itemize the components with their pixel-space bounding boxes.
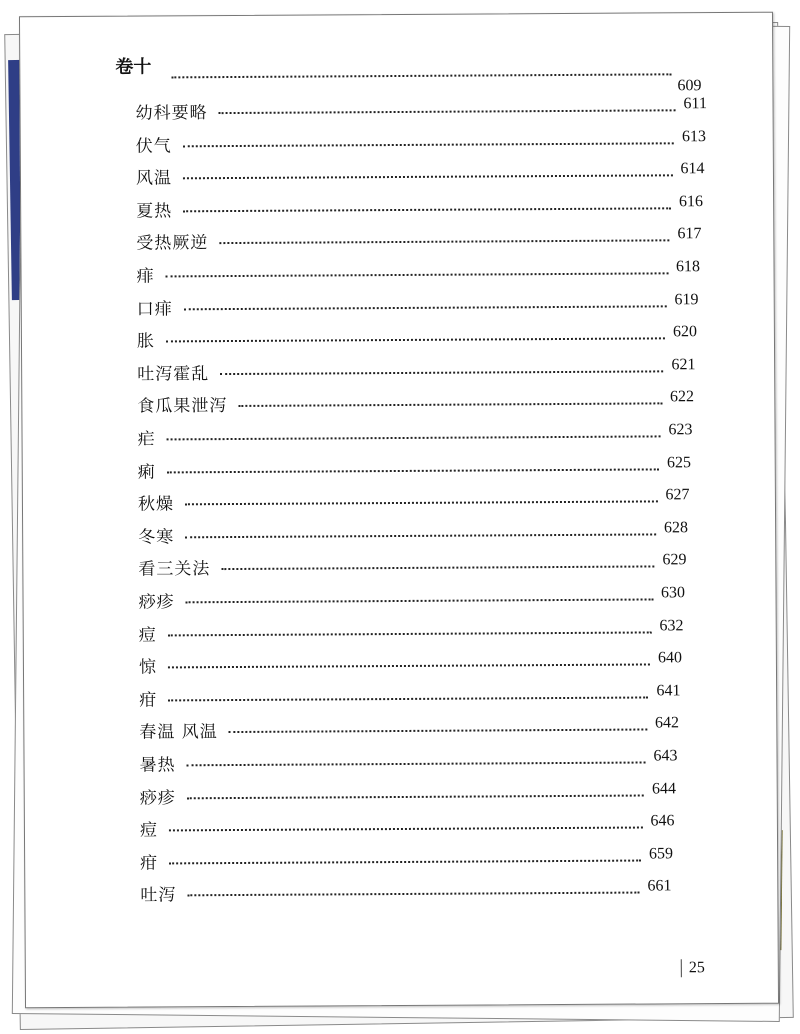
toc-entry-title: 痧疹: [138, 592, 175, 613]
toc-entry-title: 食瓜果泄泻: [137, 396, 228, 417]
leader-dots: [187, 794, 644, 799]
toc-entry[interactable]: [135, 160, 705, 189]
toc-entry-page-number: 628: [663, 519, 689, 537]
toc-entry-title: 冬寒: [138, 527, 175, 548]
toc-entry-page-number: 617: [677, 225, 702, 243]
toc-entry[interactable]: [135, 127, 707, 157]
toc-entry[interactable]: [137, 389, 697, 416]
toc-entry[interactable]: [139, 617, 699, 644]
toc-entry-page-number: 618: [675, 258, 701, 276]
toc-entry-title: 风温: [135, 168, 173, 189]
toc-entry-page-number: 643: [653, 747, 678, 765]
toc-entry-page-number: 630: [660, 584, 686, 602]
toc-entry[interactable]: [137, 356, 697, 383]
toc-entry[interactable]: [135, 95, 707, 124]
leader-dots: [187, 892, 639, 897]
toc-entry[interactable]: [140, 845, 700, 872]
toc-entry-page-number: 614: [680, 160, 705, 178]
toc-entry-page-number: 620: [672, 323, 698, 341]
toc-entry-page-number: 627: [665, 486, 690, 504]
toc-entry-page-number: 621: [671, 355, 696, 374]
leader-dots: [221, 566, 654, 571]
toc-entry-page-number: 625: [666, 453, 692, 471]
toc-entry-page-number: 642: [654, 714, 680, 732]
leader-dots: [184, 305, 667, 310]
leader-dots: [228, 729, 647, 734]
toc-entry-title: 惊: [138, 657, 158, 678]
toc-entry-page-number: 632: [659, 616, 684, 635]
toc-entry-page-number: 641: [656, 682, 681, 700]
toc-entry[interactable]: [139, 649, 699, 676]
toc-entry-title: 受热厥逆: [136, 233, 209, 254]
toc-entry-page-number: 659: [648, 845, 674, 863]
toc-entry-page-number: 613: [681, 127, 707, 145]
page-number: 25: [688, 959, 705, 977]
toc-entry-title: 暑热: [139, 755, 176, 776]
toc-entry-title: 吐泻霍乱: [137, 363, 210, 385]
toc-entry[interactable]: [140, 812, 700, 839]
toc-entry-title: 痢: [137, 462, 156, 483]
toc-entry[interactable]: [138, 454, 698, 481]
toc-entry[interactable]: [139, 747, 699, 774]
toc-entry-page-number: 661: [647, 877, 672, 895]
leader-dots: [187, 761, 646, 766]
toc-entry-title: 口痱: [136, 298, 173, 320]
toc-entry[interactable]: [139, 682, 699, 709]
toc-entry-title: 伏气: [135, 135, 172, 157]
toc-entry[interactable]: [138, 584, 698, 611]
leader-dots: [183, 142, 674, 147]
leader-dots: [220, 370, 663, 375]
toc-chapter-heading[interactable]: [115, 49, 705, 95]
toc-entry[interactable]: [138, 552, 698, 579]
leader-dots: [167, 468, 659, 473]
toc-entry-title: 幼科要略: [135, 103, 208, 124]
table-of-contents: [20, 13, 778, 1008]
toc-entry-title: 看三关法: [138, 559, 211, 580]
toc-entry[interactable]: [136, 258, 701, 287]
toc-entry[interactable]: [138, 519, 698, 546]
leader-dots: [186, 598, 654, 603]
toc-entry-page-number: 616: [678, 192, 704, 211]
toc-entry-title: 痘: [139, 820, 159, 841]
toc-entry-title: 疳: [140, 853, 159, 874]
leader-dots: [185, 501, 658, 506]
toc-entry-page-number: 611: [683, 95, 707, 113]
chapter-page-number: 609: [677, 77, 702, 95]
toc-entry-title: 胀: [136, 331, 156, 352]
toc-entry-page-number: 629: [662, 551, 687, 569]
folio-divider: [681, 959, 682, 977]
leader-dots: [168, 696, 648, 701]
toc-entry-page-number: 640: [657, 649, 683, 667]
leader-dots: [169, 859, 641, 864]
toc-entry[interactable]: [140, 878, 700, 905]
toc-entry-title: 疟: [137, 429, 156, 450]
toc-entry[interactable]: [136, 192, 704, 222]
leader-dots: [238, 403, 662, 408]
toc-entry-page-number: 619: [674, 290, 699, 308]
leader-dots: [219, 109, 676, 114]
toc-entry-title: 痱: [136, 266, 155, 287]
leader-dots: [166, 272, 669, 277]
toc-entry[interactable]: [136, 225, 702, 254]
toc-entry-page-number: 623: [668, 421, 693, 439]
toc-entry-title: 秋燥: [137, 494, 175, 515]
leader-dots: [167, 435, 661, 440]
leader-dots: [219, 240, 669, 245]
leader-dots: [168, 664, 650, 669]
toc-entry[interactable]: [140, 780, 700, 807]
toc-entry[interactable]: [137, 323, 697, 350]
chapter-title: 卷十: [115, 56, 152, 78]
toc-entry[interactable]: [139, 715, 699, 742]
leader-dots: [168, 631, 652, 636]
leader-dots: [169, 827, 643, 832]
toc-entry-title: 疳: [139, 690, 158, 711]
toc-entry-title: 春温 风温: [139, 722, 218, 743]
toc-page: [19, 12, 779, 1009]
leader-dots: [171, 73, 671, 78]
leader-dots: [166, 338, 665, 343]
toc-entry-title: 夏热: [136, 201, 173, 222]
toc-entry-page-number: 646: [650, 812, 675, 830]
toc-entry-title: 痘: [138, 625, 157, 646]
toc-entry-page-number: 644: [651, 779, 677, 798]
toc-entry-page-number: 622: [669, 388, 695, 406]
leader-dots: [185, 533, 656, 538]
toc-entry-title: 痧疹: [139, 787, 176, 809]
toc-entry[interactable]: [138, 486, 698, 513]
toc-entry[interactable]: [137, 291, 697, 318]
leader-dots: [183, 175, 673, 180]
toc-entry-title: 吐泻: [140, 885, 177, 906]
leader-dots: [183, 207, 671, 212]
toc-entry[interactable]: [137, 421, 697, 448]
